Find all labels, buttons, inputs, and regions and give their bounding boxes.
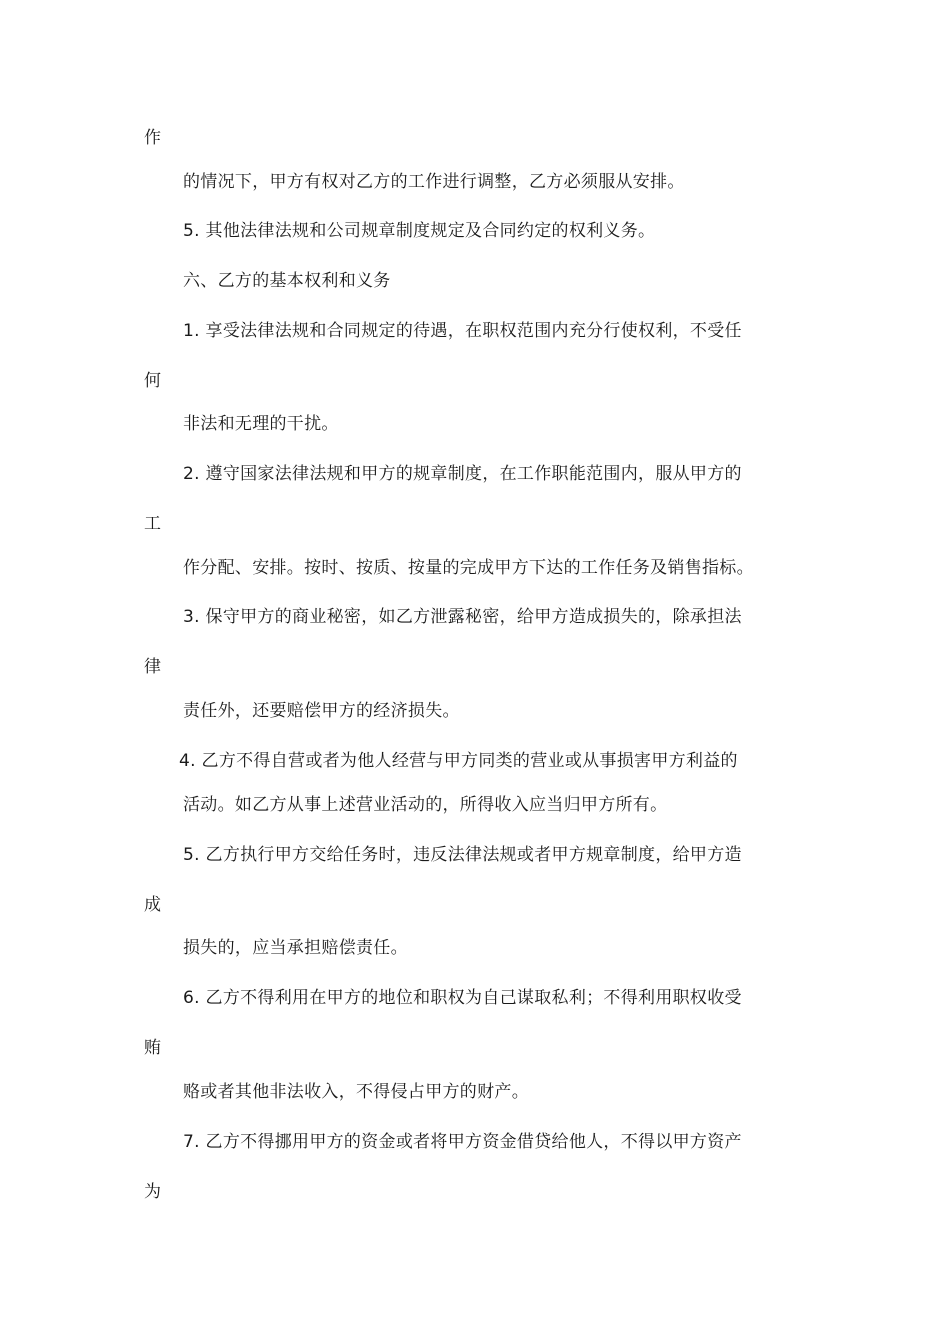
text-line-23: 为 [144,1182,162,1202]
text-line-13: 责任外，还要赔偿甲方的经济损失。 [183,701,460,721]
text-line-14: 4. 乙方不得自营或者为他人经营与甲方同类的营业或从事损害甲方利益的 [179,751,738,771]
text-line-22: 7. 乙方不得挪用甲方的资金或者将甲方资金借贷给他人，不得以甲方资产 [183,1132,742,1152]
text-line-9: 工 [144,514,162,534]
text-line-1: 作 [144,128,162,148]
text-line-18: 损失的，应当承担赔偿责任。 [183,938,408,958]
text-line-12: 律 [144,657,162,677]
text-line-21: 赂或者其他非法收入，不得侵占甲方的财产。 [183,1082,529,1102]
text-line-8: 2. 遵守国家法律法规和甲方的规章制度，在工作职能范围内，服从甲方的 [183,464,742,484]
text-line-5: 1. 享受法律法规和合同规定的待遇，在职权范围内充分行使权利，不受任 [183,321,742,341]
text-line-16: 5. 乙方执行甲方交给任务时，违反法律法规或者甲方规章制度，给甲方造 [183,845,742,865]
text-line-2: 的情况下，甲方有权对乙方的工作进行调整，乙方必须服从安排。 [183,172,685,192]
text-line-6: 何 [144,371,162,391]
text-line-19: 6. 乙方不得利用在甲方的地位和职权为自己谋取私利；不得利用职权收受 [183,988,742,1008]
section-heading-6: 六、乙方的基本权利和义务 [183,271,391,291]
text-line-17: 成 [144,895,162,915]
text-line-7: 非法和无理的干扰。 [183,414,339,434]
text-line-10: 作分配、安排。按时、按质、按量的完成甲方下达的工作任务及销售指标。 [183,558,754,578]
text-line-11: 3. 保守甲方的商业秘密，如乙方泄露秘密，给甲方造成损失的，除承担法 [183,607,742,627]
text-line-15: 活动。如乙方从事上述营业活动的，所得收入应当归甲方所有。 [183,795,668,815]
text-line-3: 5. 其他法律法规和公司规章制度规定及合同约定的权利义务。 [183,221,656,241]
text-line-20: 贿 [144,1038,162,1058]
